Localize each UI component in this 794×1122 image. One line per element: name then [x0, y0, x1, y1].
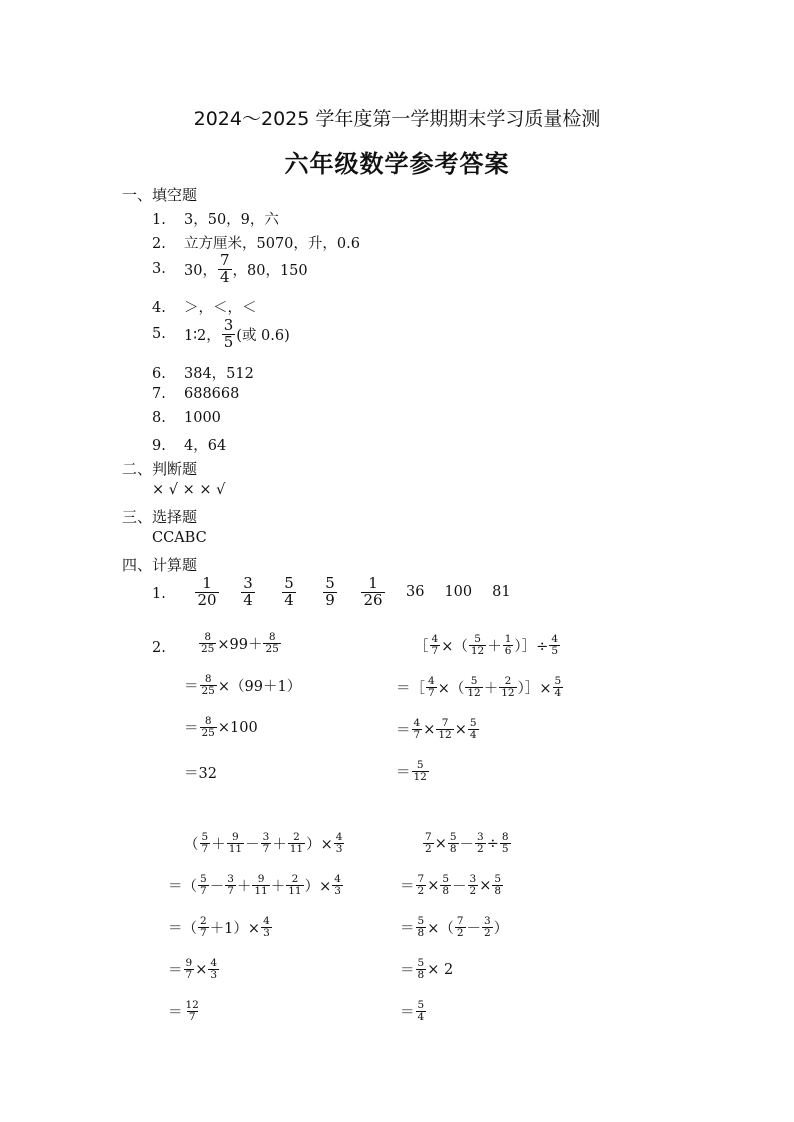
answer-key-title: 六年级数学参考答案 — [284, 152, 510, 178]
answer-1-2 — [152, 232, 360, 253]
numerator: 4 — [335, 831, 343, 843]
expr-text: ＝ — [400, 921, 415, 938]
numerator: 8 — [501, 831, 509, 843]
calc-c-line-1 — [184, 832, 345, 855]
expr-text: ＋ — [483, 681, 499, 698]
numerator: 5 — [469, 717, 477, 729]
expr-text: × — [434, 835, 447, 852]
numerator: 4 — [428, 675, 435, 687]
section-true-false-heading: 二、判断题 — [122, 460, 198, 478]
item-number: 4. — [152, 300, 166, 316]
section-fill-blank-heading: 一、填空题 — [122, 186, 198, 204]
calc-d-line-1 — [422, 832, 512, 855]
expr-text: ＝ — [184, 679, 199, 696]
fraction — [416, 1000, 427, 1023]
numerator: 2 — [291, 873, 299, 885]
fraction — [200, 832, 211, 855]
numerator: 3 — [484, 915, 491, 927]
numerator: 1 — [202, 574, 212, 592]
denominator: 12 — [470, 645, 485, 658]
denominator: 4 — [219, 267, 230, 286]
numerator: 9 — [185, 957, 193, 969]
denominator: 7 — [200, 927, 207, 940]
denominator: 9 — [325, 590, 335, 609]
numerator: 5 — [417, 915, 425, 927]
item-text: 30， — [184, 262, 217, 279]
denominator: 26 — [363, 590, 383, 609]
expr-text: ＋ — [272, 837, 287, 854]
calc-b-line-4 — [396, 760, 430, 783]
fraction — [334, 832, 345, 855]
fraction — [238, 576, 258, 609]
numerator: 5 — [417, 957, 425, 969]
numerator: 1 — [368, 574, 378, 592]
fraction — [222, 318, 236, 351]
fraction — [500, 832, 511, 855]
fraction — [227, 832, 244, 855]
denominator: 4 — [243, 590, 253, 609]
denominator: 4 — [284, 590, 294, 609]
expr-text: － — [466, 921, 482, 938]
calc-c-line-2 — [168, 874, 344, 897]
expr-text: ＝ — [400, 1005, 415, 1022]
denominator: 2 — [425, 843, 432, 856]
expr-text: ）］÷ — [514, 639, 549, 656]
denominator: 7 — [431, 645, 439, 658]
section-choice-heading: 三、选择题 — [122, 508, 198, 526]
calc-q1-answers — [192, 576, 511, 609]
item-number: 8. — [152, 410, 166, 426]
item-number: 7. — [152, 386, 166, 402]
numerator: 1 — [504, 633, 512, 645]
denominator: 12 — [501, 687, 515, 700]
expr-text: － — [245, 837, 260, 854]
expr-text: × — [454, 721, 467, 738]
answer-1-3 — [152, 253, 308, 286]
fraction — [468, 718, 479, 741]
calc-b-line-3 — [396, 718, 480, 741]
numerator: 2 — [200, 915, 207, 927]
numerator: 5 — [449, 831, 457, 843]
calc-d-line-5 — [400, 1000, 427, 1023]
numerator: 8 — [204, 715, 212, 727]
expr-text: ＝ — [396, 765, 411, 782]
expr-text: ） — [493, 921, 509, 938]
fraction — [430, 634, 441, 657]
denominator: 2 — [477, 843, 484, 856]
answer-1-5 — [152, 318, 290, 351]
numerator: 5 — [416, 759, 424, 771]
choice-answers: CCABC — [152, 530, 207, 546]
item-number: 2. — [152, 236, 166, 252]
fraction — [199, 632, 216, 655]
fraction — [208, 958, 219, 981]
expr-text: ）］× — [517, 681, 552, 698]
expr-text: ＝（ — [168, 921, 197, 938]
fraction — [359, 576, 387, 609]
numerator: 5 — [470, 675, 478, 687]
numerator: 12 — [185, 999, 199, 1011]
item-text: (或 0.6) — [236, 327, 290, 344]
fraction — [499, 676, 516, 699]
calc-d-line-3 — [400, 916, 508, 939]
numerator: 3 — [262, 831, 270, 843]
fraction — [423, 832, 434, 855]
expr-text: － — [452, 879, 467, 896]
calc-a-line-4: ＝32 — [184, 766, 217, 782]
denominator: 7 — [200, 885, 207, 898]
fraction — [416, 958, 427, 981]
expr-text: ＝ — [184, 721, 199, 738]
expr-text: ＋1）× — [209, 921, 261, 938]
fraction — [492, 874, 503, 897]
denominator: 4 — [417, 1011, 425, 1024]
numerator: 8 — [204, 631, 212, 643]
expr-text: ×（99＋1） — [217, 679, 302, 696]
expr-text: ＝ — [400, 879, 415, 896]
denominator: 3 — [334, 885, 341, 898]
fraction — [184, 1000, 201, 1023]
calc-d-line-2 — [400, 874, 504, 897]
expr-text: ＋ — [211, 837, 226, 854]
calc-c-line-5 — [168, 1000, 202, 1023]
denominator: 8 — [449, 843, 457, 856]
denominator: 25 — [201, 685, 215, 698]
fraction — [279, 576, 299, 609]
expr-text: ×（ — [437, 681, 465, 698]
numerator: 5 — [325, 574, 335, 592]
numerator: 9 — [232, 831, 239, 843]
expr-text: ）× — [306, 837, 333, 854]
denominator: 5 — [551, 645, 558, 658]
fraction — [475, 832, 486, 855]
denominator: 11 — [254, 885, 268, 898]
item-text: ，80，150 — [232, 262, 308, 279]
calc-q2-number: 2. — [152, 640, 166, 656]
fraction — [263, 632, 280, 655]
value: 36 — [406, 584, 425, 601]
numerator: 7 — [441, 717, 449, 729]
denominator: 3 — [263, 927, 270, 940]
denominator: 7 — [188, 1011, 196, 1024]
item-text: 688668 — [184, 386, 240, 402]
fraction — [320, 576, 340, 609]
numerator: 3 — [469, 873, 477, 885]
numerator: 5 — [442, 873, 450, 885]
expr-text: － — [459, 837, 475, 854]
denominator: 7 — [428, 687, 435, 700]
fraction — [184, 958, 195, 981]
fraction — [332, 874, 343, 897]
fraction — [218, 253, 232, 286]
expr-text: ＝ — [168, 1005, 183, 1022]
calc-b-line-2 — [396, 676, 564, 699]
numerator: 4 — [551, 633, 558, 645]
item-text: ＞，＜，＜ — [184, 300, 257, 316]
fraction — [482, 916, 493, 939]
denominator: 2 — [456, 927, 464, 940]
numerator: 5 — [554, 675, 562, 687]
numerator: 3 — [477, 831, 484, 843]
fraction — [440, 874, 451, 897]
calc-c-line-3 — [168, 916, 273, 939]
denominator: 11 — [288, 885, 302, 898]
numerator: 4 — [413, 717, 421, 729]
denominator: 7 — [227, 885, 234, 898]
item-number: 5. — [152, 326, 166, 343]
calc-a-line-3 — [184, 716, 258, 739]
fraction — [193, 576, 221, 609]
fraction — [503, 634, 514, 657]
expr-text: × — [427, 877, 440, 894]
fraction — [286, 874, 303, 897]
numerator: 4 — [334, 873, 341, 885]
denominator: 3 — [335, 843, 343, 856]
denominator: 12 — [413, 771, 427, 784]
numerator: 5 — [417, 999, 425, 1011]
expr-text: × — [479, 877, 492, 894]
expr-text: × — [423, 721, 436, 738]
denominator: 8 — [442, 885, 450, 898]
numerator: 5 — [284, 574, 294, 592]
fraction — [261, 832, 272, 855]
numerator: 5 — [200, 873, 207, 885]
numerator: 7 — [456, 915, 464, 927]
fraction — [200, 716, 217, 739]
item-text: 4，64 — [184, 438, 227, 454]
fraction — [448, 832, 459, 855]
calc-d-line-4 — [400, 958, 453, 981]
denominator: 7 — [262, 843, 270, 856]
section-calculation-heading: 四、计算题 — [122, 556, 198, 574]
calc-q1-number: 1. — [152, 586, 166, 602]
numerator: 7 — [425, 831, 432, 843]
item-number: 9. — [152, 438, 166, 454]
denominator: 20 — [197, 590, 217, 609]
denominator: 8 — [417, 969, 425, 982]
numerator: 4 — [431, 633, 439, 645]
calc-b-line-1 — [414, 634, 561, 657]
denominator: 11 — [228, 843, 243, 856]
denominator: 5 — [223, 332, 234, 351]
item-text: 1000 — [184, 410, 221, 426]
expr-text: ×（ — [441, 639, 468, 656]
numerator: 8 — [268, 631, 276, 643]
expr-text: ＝（ — [168, 879, 197, 896]
item-number: 1. — [152, 212, 166, 228]
fraction — [200, 674, 217, 697]
denominator: 7 — [201, 843, 209, 856]
numerator: 3 — [243, 574, 253, 592]
fraction — [465, 676, 482, 699]
item-number: 3. — [152, 261, 166, 278]
denominator: 25 — [201, 727, 215, 740]
fraction — [426, 676, 437, 699]
numerator: 5 — [474, 633, 481, 645]
expr-text: ×99＋ — [217, 637, 263, 654]
expr-text: ＝ — [400, 963, 415, 980]
fraction — [198, 874, 209, 897]
expr-text: ）× — [304, 879, 332, 896]
calc-a-line-1 — [198, 632, 282, 655]
denominator: 25 — [201, 643, 215, 656]
numerator: 3 — [223, 316, 234, 334]
fraction — [553, 676, 564, 699]
item-text: 3，50，9，六 — [184, 212, 279, 228]
fraction — [288, 832, 305, 855]
fraction — [469, 634, 486, 657]
denominator: 7 — [185, 969, 193, 982]
denominator: 7 — [413, 729, 421, 742]
denominator: 8 — [494, 885, 502, 898]
item-text: 384，512 — [184, 366, 254, 382]
expr-text: ×100 — [217, 719, 258, 736]
numerator: 5 — [201, 831, 209, 843]
fraction — [455, 916, 466, 939]
numerator: 2 — [293, 831, 300, 843]
numerator: 3 — [227, 873, 234, 885]
fraction — [225, 874, 236, 897]
answer-1-9 — [152, 434, 226, 455]
answer-1-6 — [152, 362, 254, 383]
expr-text: ＋ — [270, 879, 286, 896]
denominator: 6 — [504, 645, 512, 658]
fraction — [549, 634, 560, 657]
expr-text: ＋ — [487, 639, 502, 656]
denominator: 2 — [484, 927, 491, 940]
expr-text: ［ — [414, 639, 429, 656]
denominator: 25 — [265, 643, 279, 656]
fraction — [252, 874, 269, 897]
answer-1-7 — [152, 386, 239, 402]
fraction — [436, 718, 453, 741]
fraction — [416, 916, 427, 939]
numerator: 9 — [257, 873, 265, 885]
item-number: 6. — [152, 366, 166, 382]
expr-text: ÷ — [486, 835, 499, 852]
denominator: 4 — [469, 729, 477, 742]
denominator: 8 — [417, 927, 425, 940]
denominator: 12 — [467, 687, 481, 700]
denominator: 12 — [438, 729, 452, 742]
fraction — [412, 718, 423, 741]
denominator: 11 — [289, 843, 304, 856]
fraction — [261, 916, 272, 939]
denominator: 2 — [417, 885, 425, 898]
numerator: 4 — [210, 957, 218, 969]
value: 81 — [492, 584, 511, 601]
true-false-answers: × √ × × √ — [152, 482, 226, 498]
expr-text: ＝ — [168, 963, 183, 980]
answer-1-4 — [152, 296, 257, 317]
expr-text: （ — [184, 837, 199, 854]
item-text: 立方厘米，5070，升，0.6 — [184, 236, 360, 252]
expr-text: ＝［ — [396, 681, 425, 698]
numerator: 4 — [263, 915, 270, 927]
expr-text: － — [209, 879, 225, 896]
answer-1-1 — [152, 208, 279, 229]
exam-title: 2024～2025 学年度第一学期期末学习质量检测 — [193, 108, 601, 130]
answer-1-8 — [152, 410, 221, 426]
fraction — [416, 874, 427, 897]
denominator: 4 — [554, 687, 562, 700]
expr-text: ＝ — [396, 723, 411, 740]
denominator: 3 — [210, 969, 218, 982]
item-text: 1∶2， — [184, 327, 221, 344]
fraction — [412, 760, 429, 783]
calc-c-line-4 — [168, 958, 220, 981]
denominator: 2 — [469, 885, 477, 898]
numerator: 5 — [494, 873, 502, 885]
numerator: 7 — [219, 251, 230, 269]
numerator: 8 — [204, 673, 212, 685]
expr-text: ×（ — [427, 921, 454, 938]
calc-a-line-2 — [184, 674, 301, 697]
expr-text: × 2 — [427, 961, 454, 978]
numerator: 2 — [504, 675, 512, 687]
numerator: 7 — [417, 873, 425, 885]
value: 100 — [444, 584, 473, 601]
fraction — [198, 916, 209, 939]
expr-text: ＋ — [236, 879, 252, 896]
denominator: 5 — [501, 843, 509, 856]
expr-text: × — [195, 961, 208, 978]
fraction — [468, 874, 479, 897]
